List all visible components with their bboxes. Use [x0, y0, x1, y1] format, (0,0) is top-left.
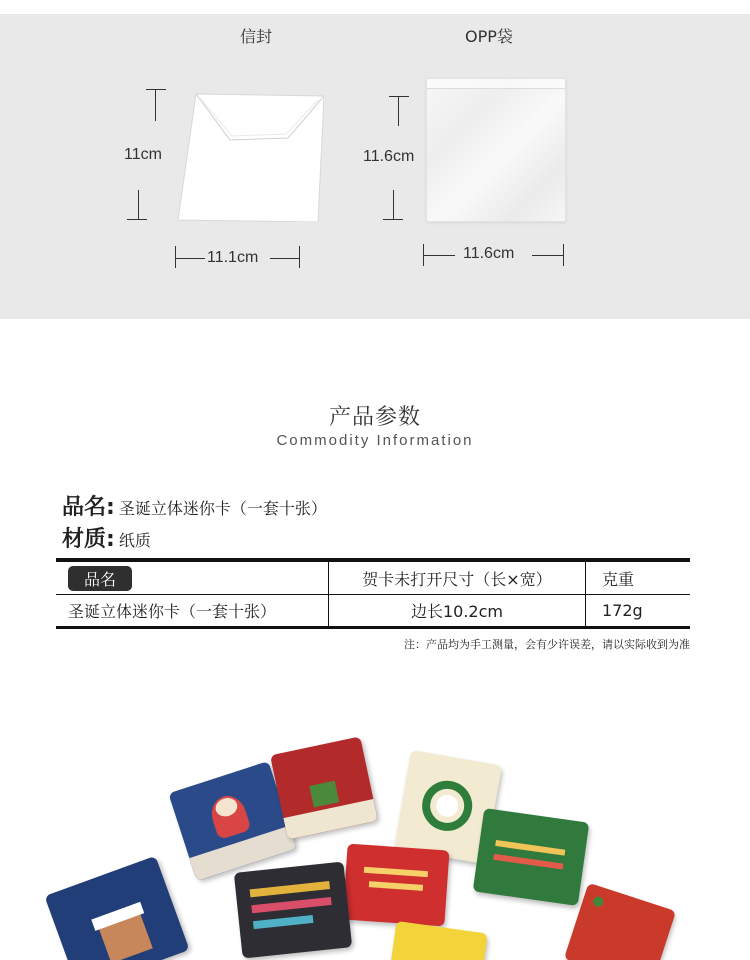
card-merry-christmas-red	[342, 844, 449, 927]
envelope-height: 11cm	[124, 146, 162, 163]
opp-height: 11.6cm	[363, 148, 415, 165]
cell-name: 圣诞立体迷你卡（一套十张）	[68, 602, 277, 621]
envelope-label: 信封	[240, 27, 273, 46]
cell-weight: 172g	[602, 601, 643, 620]
header-cell-size: 贺卡未打开尺寸（长×宽）	[328, 562, 586, 594]
material-value: 纸质	[118, 531, 151, 550]
header-name-pill: 品名	[68, 566, 132, 591]
dim-line	[175, 258, 205, 259]
dim-line	[398, 96, 399, 126]
section-title: 产品参数	[328, 405, 421, 430]
dim-tick	[563, 244, 564, 266]
dim-tick	[127, 219, 147, 220]
card-yellow	[388, 921, 487, 960]
packaging-panel	[0, 14, 750, 319]
product-name-value: 圣诞立体迷你卡（一套十张）	[118, 499, 327, 518]
dim-tick	[175, 246, 176, 268]
card-merry-christmas-green	[473, 808, 590, 906]
header-cell-name	[56, 562, 328, 594]
envelope-image	[178, 82, 324, 222]
opp-width: 11.6cm	[463, 245, 515, 262]
dim-tick	[383, 219, 403, 220]
spec-table	[56, 558, 690, 629]
dim-line	[155, 89, 156, 121]
material-row	[62, 522, 151, 553]
product-name-row	[62, 490, 327, 521]
dim-tick	[389, 96, 409, 97]
dim-tick	[146, 89, 166, 90]
product-name-label: 品名:	[62, 495, 115, 520]
table-row	[56, 594, 690, 626]
dim-line	[532, 255, 564, 256]
product-photo	[0, 735, 750, 960]
section-subtitle: Commodity Information	[276, 432, 474, 449]
opp-bag-label: OPP袋	[465, 27, 513, 46]
table-header-row	[56, 562, 690, 594]
card-gift	[270, 736, 378, 839]
dim-line	[393, 190, 394, 220]
measurement-note: 注：产品均为手工测量，会有少许误差，请以实际收到为准	[404, 638, 690, 651]
card-happy-christmas	[234, 861, 352, 958]
card-red-corner	[564, 883, 676, 960]
card-winter-house	[44, 856, 189, 960]
dim-line	[138, 190, 139, 220]
opp-bag-image	[426, 78, 566, 222]
bag-seam	[427, 79, 565, 89]
material-label: 材质:	[62, 527, 115, 552]
envelope-width: 11.1cm	[207, 249, 259, 266]
dim-tick	[299, 246, 300, 268]
dim-line	[270, 258, 300, 259]
dim-line	[423, 255, 455, 256]
cell-size: 边长10.2cm	[328, 595, 586, 626]
header-cell-weight: 克重	[602, 569, 635, 589]
